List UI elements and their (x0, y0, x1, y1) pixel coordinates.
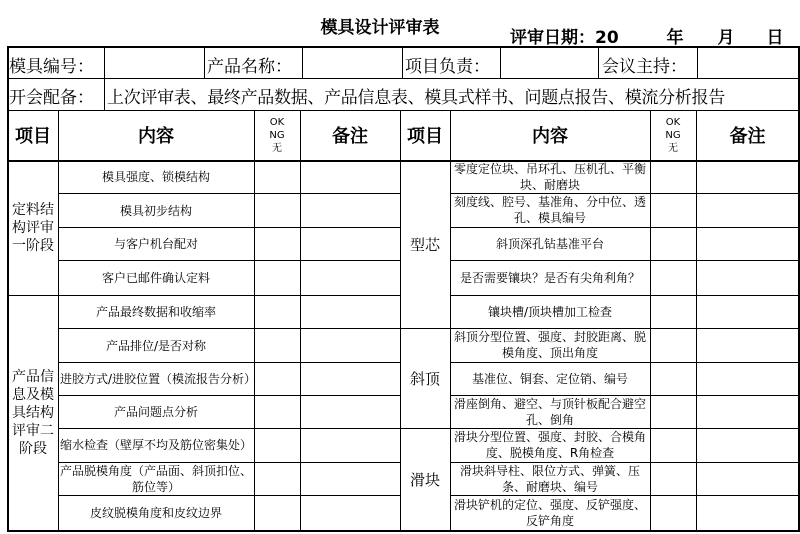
core-label: 型芯 (409, 235, 440, 254)
right-row-10: 滑块斜导柱、限位方式、弹簧、压条、耐磨块、编号 (459, 463, 640, 494)
grid-line (450, 462, 799, 463)
review-date-label: 评审日期：20 (510, 27, 619, 48)
grid-line (7, 295, 400, 296)
left-row-2: 模具初步结构 (119, 203, 192, 218)
right-header-content: 内容 (532, 126, 568, 147)
left-row-3: 与客户机台配对 (113, 237, 198, 251)
grid-line (302, 46, 303, 78)
grid-line (7, 78, 800, 79)
grid-line (450, 295, 799, 296)
right-row-7: 基准位、铜套、定位销、编号 (471, 372, 628, 386)
left-header-none: 无 (272, 142, 282, 154)
grid-line (58, 362, 400, 363)
right-row-2: 刻度线、腔号、基准角、分中位、透孔、模具编号 (453, 195, 646, 225)
project-lead-field[interactable] (500, 50, 598, 78)
grid-line (450, 110, 451, 530)
year-label: 年 (666, 27, 684, 48)
meeting-label: 开会配备： (9, 87, 94, 108)
right-row-3: 斜顶深孔钻基准平台 (495, 237, 604, 251)
grid-line (58, 462, 400, 463)
left-row-11: 皮纹脱模角度和皮纹边界 (89, 506, 222, 520)
grid-line (400, 110, 401, 530)
right-header-item: 项目 (407, 126, 443, 147)
left-header-ng: NG (269, 129, 285, 141)
project-lead-label: 项目负责： (405, 56, 490, 77)
grid-line (104, 78, 105, 110)
right-header-status (650, 110, 696, 160)
grid-line (697, 46, 698, 78)
right-header-ok: OK (665, 116, 681, 128)
left-row-7: 进胶方式/进胶位置（模流报告分析） (60, 371, 257, 386)
grid-line (58, 110, 59, 530)
meeting-materials: 上次评审表、最终产品数据、产品信息表、模具式样书、问题点报告、模流分析报告 (107, 87, 725, 108)
grid-line (400, 328, 799, 329)
grid-line (58, 227, 400, 228)
grid-line (450, 260, 799, 261)
grid-line (7, 160, 800, 162)
mold-number-field[interactable] (104, 50, 204, 78)
right-row-5: 镶块槽/顶块槽加工检查 (487, 305, 613, 319)
left-row-10: 产品脱模角度（产品面、斜顶扣位、筋位等） (59, 463, 252, 494)
right-header-remark: 备注 (729, 126, 766, 147)
left-row-9: 缩水检查（壁厚不均及筋位密集处） (60, 438, 253, 452)
grid-line (450, 395, 799, 396)
section-2-label: 产品信息及模具结构评审二阶段 (12, 368, 54, 457)
day-label: 日 (766, 27, 784, 48)
host-field[interactable] (697, 50, 797, 78)
left-header-content: 内容 (138, 126, 174, 147)
grid-line (58, 395, 400, 396)
grid-line (7, 46, 9, 532)
grid-line (450, 362, 799, 363)
left-row-8: 产品问题点分析 (113, 405, 198, 419)
product-name-field[interactable] (302, 50, 402, 78)
lifter-label: 斜顶 (409, 369, 440, 388)
right-row-9: 滑块分型位置、强度、封胶、合模角度、脱模角度、R角检查 (453, 430, 646, 460)
grid-line (58, 328, 400, 329)
form-title: 模具设计评审表 (320, 17, 440, 38)
grid-line (58, 193, 400, 194)
right-row-4: 是否需要镶块？是否有尖角利角？ (459, 271, 640, 285)
right-row-8: 滑座倒角、避空、与顶针板配合避空孔、倒角 (453, 396, 646, 427)
month-label: 月 (717, 27, 735, 48)
grid-line (500, 46, 501, 78)
right-row-6: 斜顶分型位置、强度、封胶距离、脱模角度、顶出角度 (453, 330, 646, 360)
left-status-cell[interactable] (254, 160, 300, 530)
grid-line (598, 46, 599, 78)
right-status-cell[interactable] (650, 160, 696, 530)
left-row-6: 产品排位/是否对称 (105, 338, 207, 353)
grid-line (7, 110, 800, 111)
grid-line (300, 110, 301, 530)
grid-line (450, 227, 799, 228)
grid-line (254, 110, 255, 530)
grid-line (58, 260, 400, 261)
left-header-item: 项目 (15, 126, 51, 147)
mold-number-label: 模具编号： (9, 56, 94, 77)
right-row-1: 零度定位块、吊环孔、压机孔、平衡块、耐磨块 (453, 161, 646, 192)
left-row-4: 客户已邮件确认定料 (101, 271, 210, 285)
grid-line (402, 46, 403, 78)
grid-line (450, 193, 799, 194)
left-header-status (254, 110, 300, 160)
grid-line (7, 530, 800, 532)
left-remark-cell[interactable] (300, 160, 400, 530)
grid-line (450, 495, 799, 496)
slider-label: 滑块 (409, 470, 440, 489)
grid-line (58, 428, 400, 429)
grid-line (696, 110, 697, 530)
left-row-1: 模具强度、锁模结构 (101, 170, 210, 184)
right-row-11: 滑块铲机的定位、强度、反铲强度、反铲角度 (453, 497, 646, 528)
grid-line (400, 428, 799, 429)
grid-line (7, 46, 800, 48)
section-1-label: 定料结构评审一阶段 (12, 201, 54, 254)
left-header-ok: OK (269, 116, 285, 128)
left-header-remark: 备注 (332, 126, 368, 147)
left-row-5: 产品最终数据和收缩率 (95, 305, 216, 319)
right-remark-cell[interactable] (696, 160, 799, 530)
host-label: 会议主持： (602, 56, 687, 77)
grid-line (58, 495, 400, 496)
right-header-ng: NG (665, 129, 681, 141)
grid-line (104, 46, 105, 78)
product-name-label: 产品名称： (207, 56, 292, 77)
grid-line (650, 110, 651, 530)
grid-line (204, 46, 205, 78)
right-header-none: 无 (668, 142, 678, 154)
